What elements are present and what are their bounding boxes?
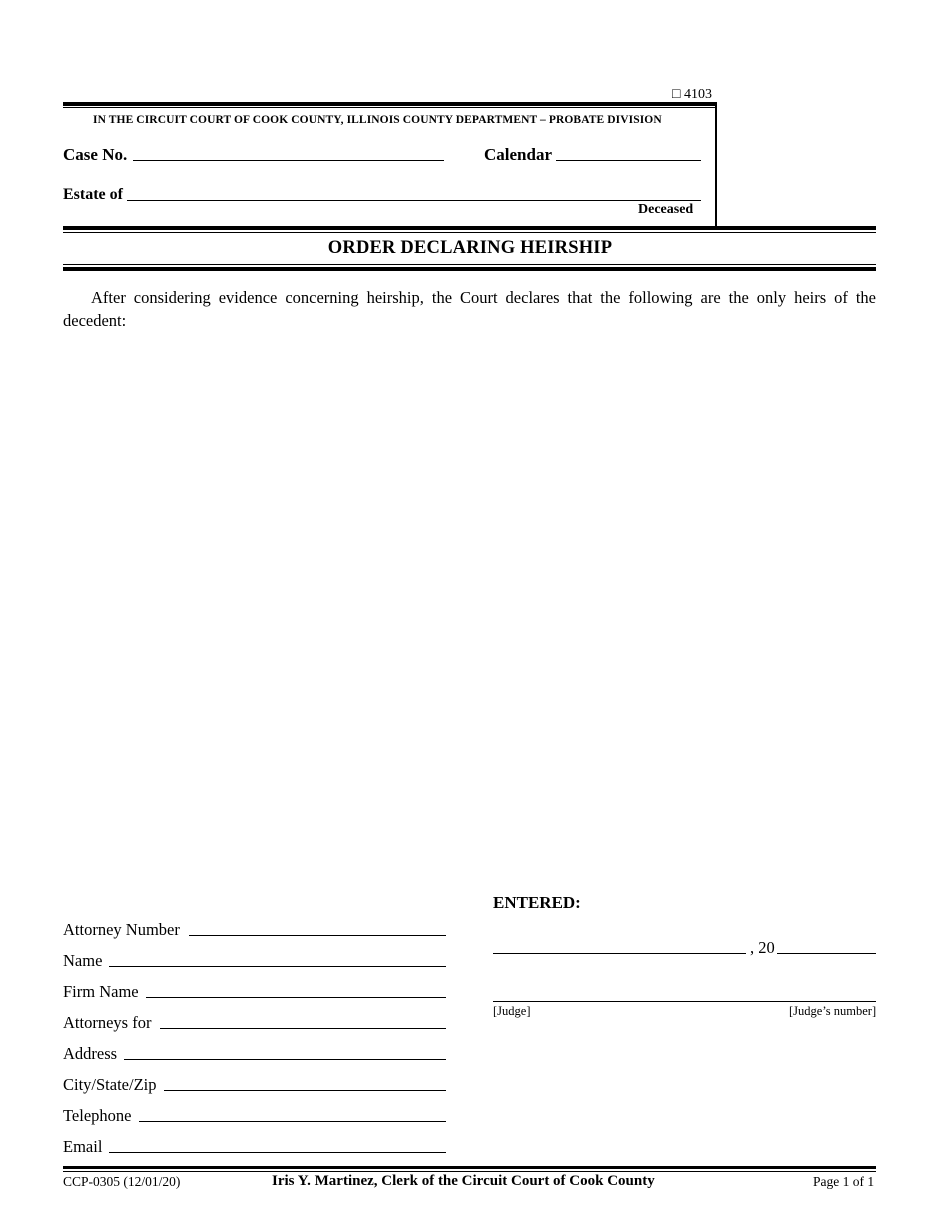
entered-year-field[interactable]	[777, 953, 876, 954]
attorneys-for-label: Attorneys for	[63, 1013, 152, 1032]
court-heading: IN THE CIRCUIT COURT OF COOK COUNTY, ILLINOIS COUNTY DEPARTMENT – PROBATE DIVISION	[93, 114, 662, 126]
email-label: Email	[63, 1137, 103, 1156]
entered-label: ENTERED:	[493, 893, 581, 912]
entered-date-field[interactable]	[493, 953, 746, 954]
telephone-field[interactable]	[139, 1121, 446, 1122]
case-no-field[interactable]	[133, 160, 444, 161]
deceased-label: Deceased	[638, 202, 694, 217]
attorney-number-field[interactable]	[189, 935, 446, 936]
title-top-thick-rule	[63, 226, 876, 230]
attorney-name-label: Name	[63, 951, 103, 970]
judge-number-label: [Judge’s number]	[789, 1004, 877, 1018]
document-title: ORDER DECLARING HEIRSHIP	[327, 238, 613, 258]
city-state-zip-field[interactable]	[164, 1090, 446, 1091]
telephone-label: Telephone	[63, 1106, 132, 1125]
attorney-number-label: Attorney Number	[63, 920, 180, 939]
address-field[interactable]	[124, 1059, 446, 1060]
firm-name-label: Firm Name	[63, 982, 139, 1001]
footer-thick-rule	[63, 1166, 876, 1169]
header-right-border	[715, 102, 717, 227]
form-code: CCP-0305 (12/01/20)	[63, 1174, 181, 1189]
footer-thin-rule	[63, 1171, 876, 1172]
firm-name-field[interactable]	[146, 997, 446, 998]
heirs-entry-area[interactable]	[63, 340, 876, 870]
email-field[interactable]	[109, 1152, 446, 1153]
title-bottom-thick-rule	[63, 267, 876, 271]
header-top-thin-rule	[63, 107, 717, 108]
estate-of-field[interactable]	[127, 200, 701, 201]
title-bottom-thin-rule	[63, 264, 876, 265]
heirship-declaration-text: After considering evidence concerning heirship, the Court declares that the following are the only heirs of the decedent:	[63, 288, 876, 330]
city-state-zip-label: City/State/Zip	[63, 1075, 157, 1094]
attorney-name-field[interactable]	[109, 966, 446, 967]
year-prefix: , 20	[750, 938, 775, 957]
case-no-label: Case No.	[63, 145, 128, 164]
calendar-field[interactable]	[556, 160, 701, 161]
address-label: Address	[63, 1044, 118, 1063]
form-number: □ 4103	[672, 87, 712, 102]
attorneys-for-field[interactable]	[160, 1028, 446, 1029]
header-top-rule	[63, 102, 717, 106]
page-number: Page 1 of 1	[813, 1174, 875, 1189]
title-top-thin-rule	[63, 232, 876, 233]
judge-signature-line[interactable]	[493, 1001, 876, 1002]
estate-of-label: Estate of	[63, 186, 123, 203]
clerk-name: Iris Y. Martinez, Clerk of the Circuit Court of Cook County	[272, 1173, 655, 1189]
judge-label: [Judge]	[493, 1004, 531, 1018]
calendar-label: Calendar	[484, 145, 552, 164]
